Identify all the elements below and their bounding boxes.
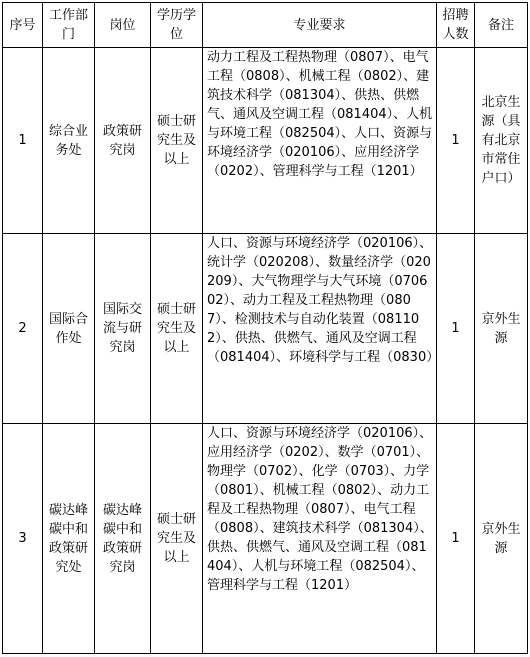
recruitment-table-wrapper [2,2,528,654]
header-seq: 序号 [3,3,43,48]
cell-seq: 1 [3,48,43,234]
header-department: 工作部门 [43,3,95,48]
cell-count: 1 [437,48,475,234]
cell-count: 1 [437,234,475,424]
cell-department: 碳达峰碳中和政策研究处 [43,424,95,654]
cell-major: 人口、资源与环境经济学（020106）、应用经济学（0202）、数学（0701）、物理学（0702）、化学（0703）、力学（0801）、机械工程（0802）、动力工程及工程热物理（0807）、电气工程（0808）、建筑技术科学（081304）、供热、供燃气、通风及空调工程（081404）、人机与环境工程（082504）、管理科学与工程（1201） [203,424,437,654]
cell-count: 1 [437,424,475,654]
table-row [3,234,528,424]
cell-education: 硕士研究生及以上 [151,424,203,654]
cell-seq: 3 [3,424,43,654]
header-education: 学历学位 [151,3,203,48]
cell-major: 人口、资源与环境经济学（020106）、统计学（020208）、数量经济学（020209）、大气物理学与大气环境（070602）、动力工程及工程热物理（0807）、检测技术与自动化装置（081102）、供热、供燃气、通风及空调工程（081404）、环境科学与工程（0830） [203,234,437,424]
header-note: 备注 [475,3,528,48]
cell-position: 政策研究岗 [95,48,151,234]
cell-note: 北京生源（具有北京市常住户口） [475,48,528,234]
header-major: 专业要求 [203,3,437,48]
cell-note: 京外生源 [475,424,528,654]
table-row [3,424,528,654]
cell-position: 碳达峰碳中和政策研究岗 [95,424,151,654]
cell-department: 综合业务处 [43,48,95,234]
header-position: 岗位 [95,3,151,48]
table-row [3,48,528,234]
cell-major: 动力工程及工程热物理（0807）、电气工程（0808）、机械工程（0802）、建筑技术科学（081304）、供热、供燃气、通风及空调工程（081404）、人机与环境工程（082504）、人口、资源与环境经济学（020106）、应用经济学（0202）、管理科学与工程（1201） [203,48,437,234]
header-count: 招聘人数 [437,3,475,48]
cell-seq: 2 [3,234,43,424]
cell-position: 国际交流与研究岗 [95,234,151,424]
cell-education: 硕士研究生及以上 [151,234,203,424]
cell-note: 京外生源 [475,234,528,424]
recruitment-table [2,2,528,654]
header-row [3,3,528,48]
cell-department: 国际合作处 [43,234,95,424]
cell-education: 硕士研究生及以上 [151,48,203,234]
